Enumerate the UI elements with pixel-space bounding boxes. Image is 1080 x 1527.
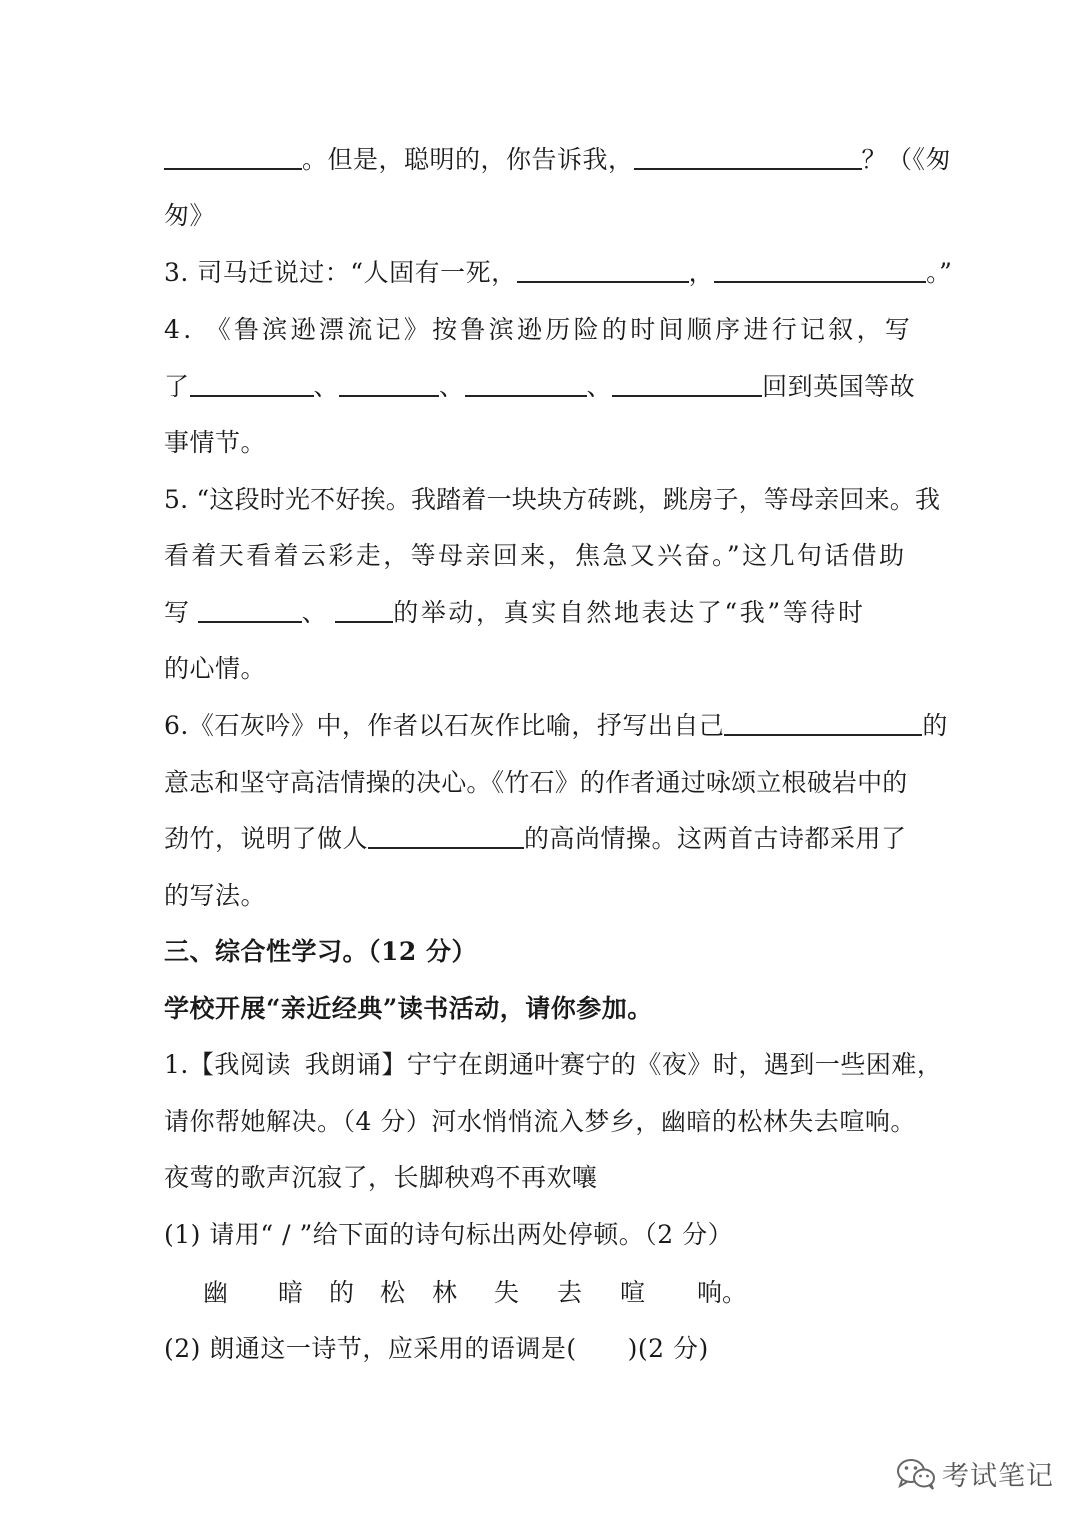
- text-segment: 了: [164, 372, 190, 401]
- text-segment: 的: [922, 711, 948, 740]
- poem-char: 林: [432, 1278, 458, 1307]
- answer-blank: [714, 259, 926, 283]
- activity-title: 学校开展“亲近经典”读书活动，请你参加。: [164, 994, 653, 1023]
- text-segment: 的写法。: [164, 881, 267, 910]
- text-segment: 我朗诵】宁宁在朗通叶赛宁的《夜》时，遇到一些困难，: [304, 1050, 943, 1079]
- poem-char: 失: [494, 1278, 520, 1307]
- poem-char: 幽: [203, 1278, 229, 1307]
- text-segment: 回到英国等故: [762, 372, 916, 401]
- poem-char: 去: [557, 1278, 583, 1307]
- text-segment: 1.【我阅读: [164, 1050, 291, 1079]
- activity-heading: [164, 994, 916, 1024]
- separator: 、: [586, 372, 613, 401]
- text-segment: 匆》: [164, 201, 216, 230]
- separator: 、: [313, 372, 340, 401]
- text-segment: 劲竹，说明了做人: [164, 824, 369, 853]
- question-5: [164, 485, 941, 515]
- answer-blank: [634, 146, 862, 170]
- text-segment: 夜莺的歌声沉寂了，长脚秧鸡不再欢嚷: [164, 1163, 598, 1192]
- text-segment: ，: [688, 258, 715, 287]
- text-line-1: [164, 145, 952, 175]
- watermark-text: 考试笔记: [942, 1461, 1054, 1492]
- poem-char: 暗: [278, 1278, 304, 1307]
- section-heading: [164, 937, 916, 967]
- subquestion-1: [164, 1220, 916, 1250]
- answer-blank: [368, 825, 524, 849]
- answer-blank: [335, 599, 393, 623]
- question-1-line-3: [164, 1163, 916, 1193]
- text-segment: ？（《匆: [861, 145, 952, 174]
- question-6-blank: [164, 824, 916, 854]
- poem-char: 喧: [620, 1278, 646, 1307]
- separator: 、: [301, 598, 330, 627]
- answer-blank: [612, 373, 762, 397]
- text-segment: (1) 请用“ / ”给下面的诗句标出两处停顿。（2 分）: [164, 1220, 734, 1249]
- text-segment: 5. “这段时光不好挨。我踏着一块块方砖跳，跳房子，等母亲回来。我: [164, 485, 941, 514]
- text-segment: (2) 朗通这一诗节，应采用的语调是( )(2 分): [164, 1334, 709, 1363]
- question-1-line-2: [164, 1107, 916, 1137]
- answer-blank: [164, 146, 302, 170]
- text-segment: 写: [164, 598, 192, 627]
- text-segment: 的举动，真实自然地表达了“我”等待时: [393, 598, 866, 627]
- answer-blank: [724, 712, 922, 736]
- question-5-blanks: [164, 598, 916, 628]
- text-segment: 的高尚情操。这两首古诗都采用了: [524, 824, 907, 853]
- answer-blank: [339, 373, 439, 397]
- answer-blank: [190, 373, 314, 397]
- text-segment: 6.《石灰吟》中，作者以石灰作比喻，抒写出自己: [164, 711, 725, 740]
- subquestion-2: [164, 1334, 916, 1364]
- text-segment: 4. 《鲁滨逊漂流记》按鲁滨逊历险的时间顺序进行记叙，写: [164, 315, 914, 344]
- answer-blank: [198, 599, 302, 623]
- text-segment: 请你帮她解决。（4 分）河水悄悄流入梦乡，幽暗的松林失去喧响。: [164, 1107, 916, 1136]
- text-segment: 意志和坚守高洁情操的决心。《竹石》的作者通过咏颂立根破岩中的: [164, 768, 908, 797]
- text-segment: 事情节。: [164, 428, 267, 457]
- answer-blank: [465, 373, 587, 397]
- poem-char: 响。: [697, 1278, 748, 1307]
- text-segment: 3. 司马迁说过：“人固有一死，: [164, 258, 517, 287]
- question-4: [164, 315, 916, 345]
- poem-char: 的: [329, 1278, 355, 1307]
- text-line-14: [164, 881, 916, 911]
- poem-char: 松: [380, 1278, 406, 1307]
- question-3: [164, 258, 953, 288]
- answer-blank: [517, 259, 689, 283]
- question-1: [164, 1050, 943, 1080]
- text-line-10: [164, 654, 916, 684]
- text-line-2: [164, 201, 916, 231]
- text-line-6: [164, 428, 916, 458]
- text-segment: 。”: [926, 258, 953, 287]
- text-segment: 看着天看着云彩走，等母亲回来，焦急又兴奋。”这几句话借助: [164, 541, 907, 570]
- text-line-12: [164, 768, 916, 798]
- text-line-8: [164, 541, 916, 571]
- section-title: 三、综合性学习。（12 分）: [164, 937, 477, 966]
- question-4-blanks: [164, 372, 916, 402]
- text-segment: 。但是，聪明的，你告诉我，: [302, 145, 634, 174]
- text-segment: 的心情。: [164, 654, 267, 683]
- wechat-icon: [896, 1457, 936, 1491]
- question-6: [164, 711, 948, 741]
- separator: 、: [439, 372, 465, 401]
- watermark: [896, 1454, 1054, 1493]
